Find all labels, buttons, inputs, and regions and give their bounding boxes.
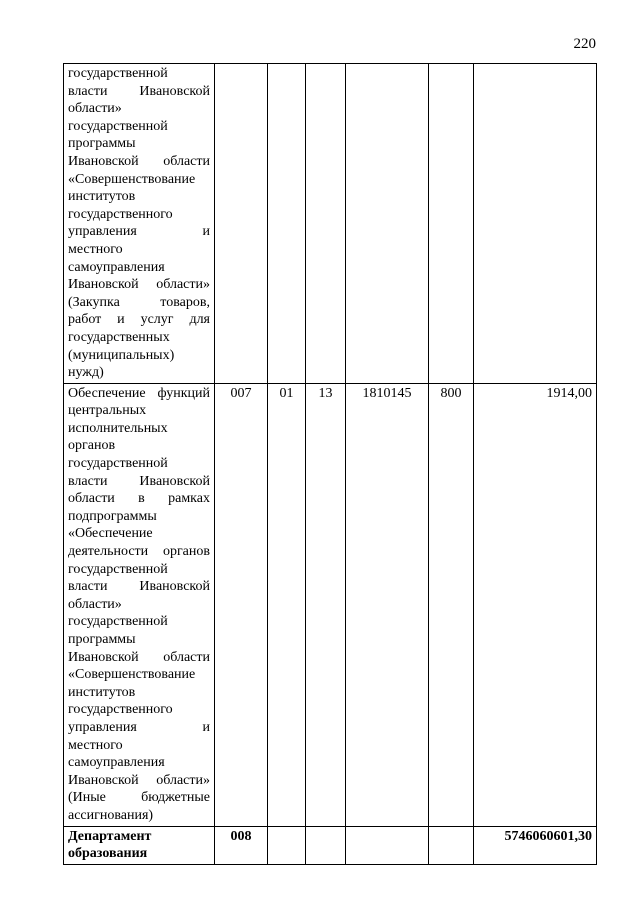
section-cell <box>268 64 306 384</box>
table-row <box>64 826 597 864</box>
row-name-line: государственной <box>68 456 168 472</box>
target-article-cell: 1810145 <box>346 383 429 826</box>
row-name-line: области» <box>68 596 122 612</box>
row-name-line: «Обеспечение <box>68 526 153 542</box>
row-name-line: (муниципальных) <box>68 347 175 363</box>
row-name-line: государственной <box>68 66 168 81</box>
table-row <box>64 383 597 826</box>
row-name-line: Ивановской области <box>68 153 210 169</box>
row-name-line: местного <box>68 241 123 257</box>
budget-table <box>63 63 597 865</box>
table-row <box>64 64 597 384</box>
row-name-line: власти Ивановской <box>68 579 210 595</box>
row-name-line: работ и услуг для <box>68 312 210 328</box>
expense-type-cell: 800 <box>429 383 474 826</box>
row-name-line: области в рамках <box>68 491 210 507</box>
row-name-line: самоуправления <box>68 259 165 275</box>
grbs-cell <box>215 64 268 384</box>
row-name-line: местного <box>68 737 123 753</box>
row-name-line: программы <box>68 632 136 647</box>
grbs-cell: 007 <box>215 383 268 826</box>
table-body <box>64 64 597 865</box>
row-name-line: области» <box>68 101 122 117</box>
row-name-line: (Закупка товаров, <box>68 294 210 310</box>
subsection-cell <box>306 64 346 384</box>
row-name-line: Обеспечение функций <box>68 385 210 401</box>
row-name-line: самоуправления <box>68 755 165 771</box>
row-name-line: власти Ивановской <box>68 83 210 99</box>
row-name-line: институтов <box>68 684 136 700</box>
subsection-cell: 13 <box>306 383 346 826</box>
row-name-line: государственной <box>68 118 168 134</box>
row-name-line: государственного <box>68 206 173 222</box>
row-name-line: ассигнования) <box>68 807 154 823</box>
row-name-line: государственной <box>68 561 168 577</box>
row-name-line: образования <box>68 846 148 862</box>
subsection-cell <box>306 826 346 864</box>
row-name-line: исполнительных <box>68 420 168 436</box>
row-name-line: (Иные бюджетные <box>68 790 210 806</box>
row-name-line: управления и <box>68 224 210 240</box>
section-cell: 01 <box>268 383 306 826</box>
target-article-cell <box>346 64 429 384</box>
amount-cell: 5746060601,30 <box>474 826 597 864</box>
row-name-line: деятельности органов <box>68 544 210 560</box>
target-article-cell <box>346 826 429 864</box>
row-name-line: центральных <box>68 403 147 419</box>
row-name-line: государственного <box>68 702 173 718</box>
expense-type-cell <box>429 64 474 384</box>
row-name-line: государственной <box>68 614 168 630</box>
row-name-line: Ивановской области» <box>68 772 210 788</box>
row-name-line: институтов <box>68 189 136 205</box>
row-name-line: управления и <box>68 719 210 735</box>
row-name-line: власти Ивановской <box>68 473 210 489</box>
row-name-line: органов <box>68 438 116 454</box>
row-name-line: «Совершенствование <box>68 667 196 683</box>
row-name-cell <box>64 826 215 864</box>
row-name-cell <box>64 64 215 384</box>
amount-cell: 1914,00 <box>474 383 597 826</box>
amount-cell <box>474 64 597 384</box>
expense-type-cell <box>429 826 474 864</box>
row-name-line: программы <box>68 136 136 152</box>
row-name-line: государственных <box>68 329 170 345</box>
grbs-cell: 008 <box>215 826 268 864</box>
row-name-line: Ивановской области <box>68 649 210 665</box>
row-name-line: Ивановской области» <box>68 277 210 293</box>
page-number: 220 <box>573 36 596 52</box>
row-name-line: Департамент <box>68 828 152 844</box>
row-name-line: подпрограммы <box>68 508 157 524</box>
row-name-line: «Совершенствование <box>68 171 196 187</box>
row-name-line: нужд) <box>68 365 104 381</box>
row-name-cell <box>64 383 215 826</box>
section-cell <box>268 826 306 864</box>
